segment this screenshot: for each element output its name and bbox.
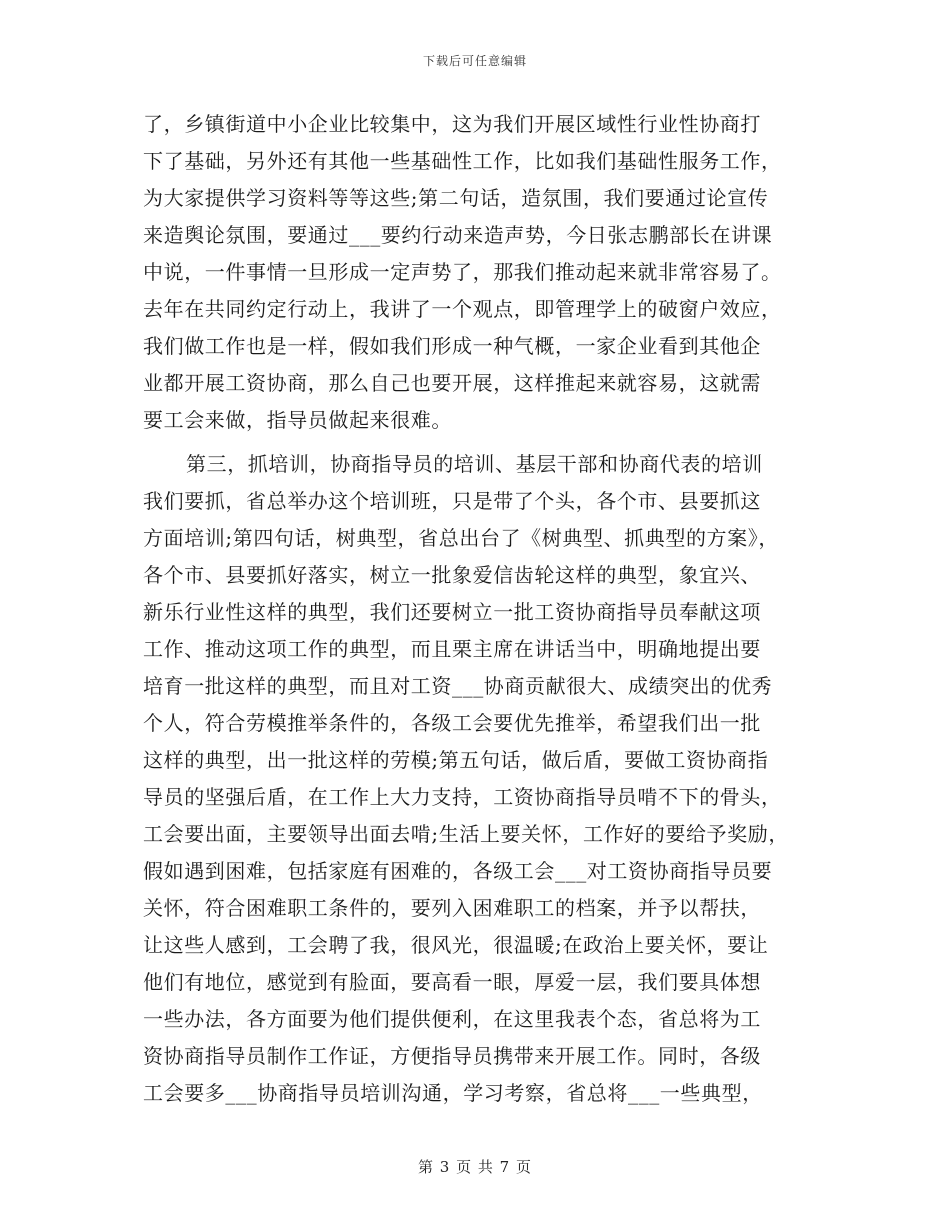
text-line: 为大家提供学习资料等等这些;第二句话，造氛围，我们要通过论宣传 [143, 186, 769, 210]
page-header-note: 下载后可任意编辑 [422, 54, 527, 68]
text-line: 要工会来做，指导员做起来很难。 [143, 408, 452, 432]
text-line: 让这些人感到，工会聘了我，很风光，很温暖;在政治上要关怀，要让 [143, 933, 769, 957]
text-line: 工会要多___协商指导员培训沟通，学习考察，省总将___一些典型， [143, 1081, 763, 1105]
text-line: 来造舆论氛围，要通过___要约行动来造声势，今日张志鹏部长在讲课 [143, 223, 773, 247]
page-number-footer: 第 3 页 共 7 页 [418, 1158, 532, 1176]
text-line: 培育一批这样的典型，而且对工资___协商贡献很大、成绩突出的优秀 [143, 674, 773, 698]
text-line: 他们有地位，感觉到有脸面，要高看一眼，厚爱一层，我们要具体想 [143, 970, 761, 994]
text-line: 了，乡镇街道中小企业比较集中，这为我们开展区域性行业性协商打 [143, 112, 761, 136]
text-line: 工作、推动这项工作的典型，而且栗主席在讲话当中，明确地提出要 [143, 637, 761, 661]
text-line: 假如遇到困难，包括家庭有困难的，各级工会___对工资协商指导员要 [143, 859, 773, 883]
text-line: 我们做工作也是一样，假如我们形成一种气概，一家企业看到其他企 [143, 334, 761, 358]
text-line: 关怀，符合困难职工条件的，要列入困难职工的档案，并予以帮扶， [143, 896, 761, 920]
text-line: 去年在共同约定行动上，我讲了一个观点，即管理学上的破窗户效应， [143, 297, 782, 321]
text-line: 资协商指导员制作工作证，方便指导员携带来开展工作。同时，各级 [143, 1044, 761, 1068]
text-line: 我们要抓，省总举办这个培训班，只是带了个头，各个市、县要抓这 [143, 489, 761, 513]
text-line: 这样的典型，出一批这样的劳模;第五句话，做后盾，要做工资协商指 [143, 748, 769, 772]
text-line: 业都开展工资协商，那么自己也要开展，这样推起来就容易，这就需 [143, 371, 761, 395]
text-line: 一些办法，各方面要为他们提供便利，在这里我表个态，省总将为工 [143, 1007, 761, 1031]
text-line: 各个市、县要抓好落实，树立一批象爱信齿轮这样的典型，象宜兴、 [143, 563, 761, 587]
text-line: 工会要出面，主要领导出面去啃;生活上要关怀，工作好的要给予奖励， [143, 822, 789, 846]
text-line: 个人，符合劳模推举条件的，各级工会要优先推举，希望我们出一批 [143, 711, 761, 735]
text-line: 下了基础，另外还有其他一些基础性工作，比如我们基础性服务工作， [143, 149, 782, 173]
paragraph-start-line: 第三，抓培训，协商指导员的培训、基层干部和协商代表的培训 [186, 452, 763, 476]
document-body [143, 106, 813, 1112]
text-line: 中说，一件事情一旦形成一定声势了，那我们推动起来就非常容易了。 [143, 260, 782, 284]
text-line: 方面培训;第四句话，树典型，省总出台了《树典型、抓典型的方案》， [143, 526, 779, 550]
text-line: 新乐行业性这样的典型，我们还要树立一批工资协商指导员奉献这项 [143, 600, 761, 624]
text-line: 导员的坚强后盾，在工作上大力支持，工资协商指导员啃不下的骨头， [143, 785, 782, 809]
